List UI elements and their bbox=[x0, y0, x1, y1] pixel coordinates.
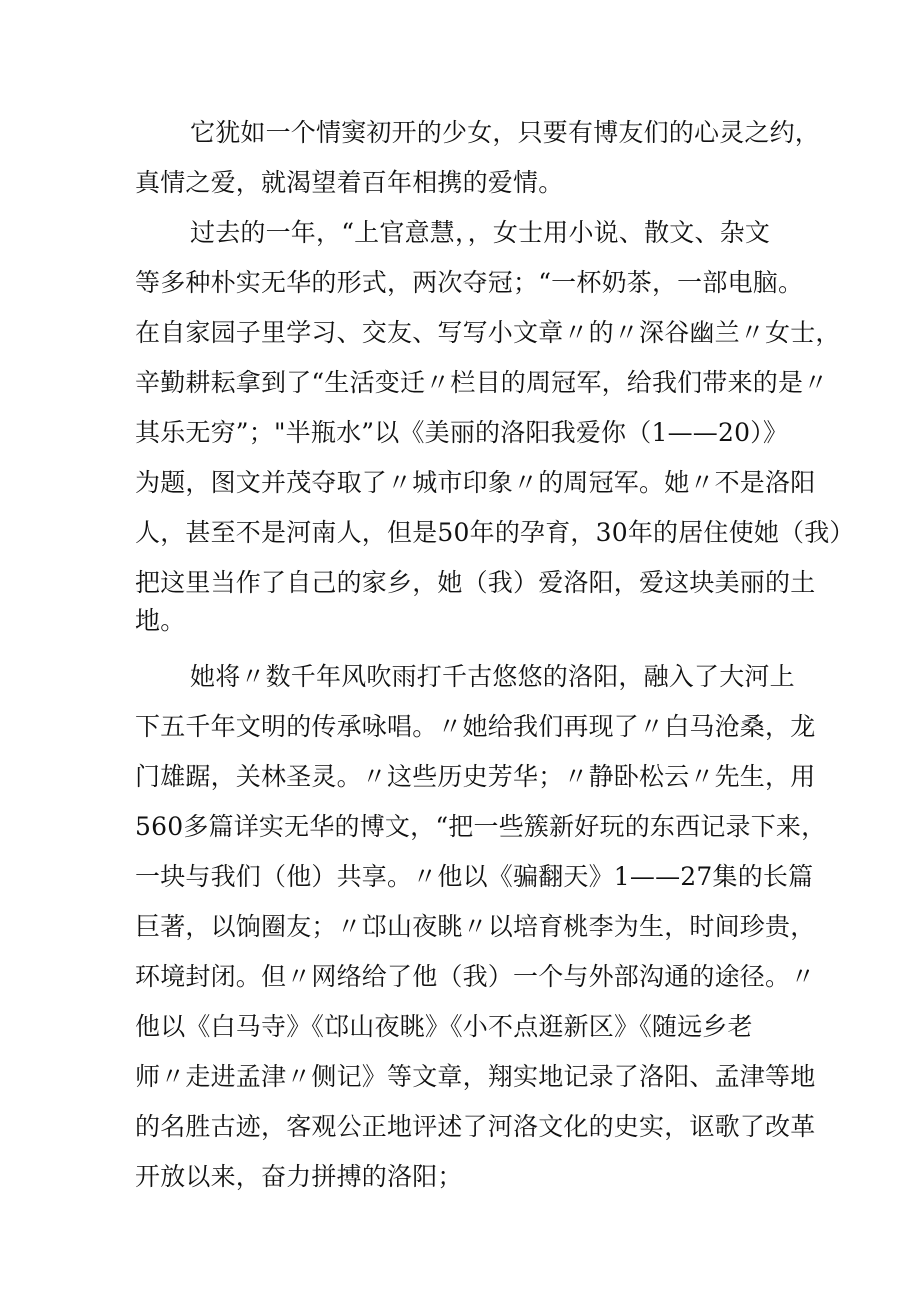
text-line: 他以《白马寺》《邙山夜眺》《小不点逛新区》《随远乡老 bbox=[135, 1012, 753, 1041]
text-line: 人，甚至不是河南人，但是50年的孕育，30年的居住使她（我） bbox=[135, 518, 855, 547]
text-line: 560多篇详实无华的博文，“把一些簇新好玩的东西记录下来， bbox=[135, 812, 827, 841]
text-line: 下五千年文明的传承咏唱。〃她给我们再现了〃白马沧桑，龙 bbox=[135, 712, 816, 741]
text-line: 在自家园子里学习、交友、写写小文章〃的〃深谷幽兰〃女士， bbox=[135, 318, 841, 347]
text-line: 把这里当作了自己的家乡，她（我）爱洛阳，爱这块美丽的土 bbox=[135, 568, 816, 597]
text-line: 地。 bbox=[135, 606, 186, 635]
text-line: 环境封闭。但〃网络给了他（我）一个与外部沟通的途径。〃 bbox=[135, 962, 816, 991]
text-line: 它犹如一个情窦初开的少女，只要有博友们的心灵之约， bbox=[190, 118, 821, 147]
text-line: 师〃走进孟津〃侧记》等文章，翔实地记录了洛阳、孟津等地 bbox=[135, 1062, 816, 1091]
text-line: 过去的一年，“上官意慧，，女士用小说、散文、杂文 bbox=[190, 218, 771, 247]
text-line: 的名胜古迹，客观公正地评述了河洛文化的史实，讴歌了改革 bbox=[135, 1112, 816, 1141]
text-line: 一块与我们（他）共享。〃他以《骗翻天》1——27集的长篇 bbox=[135, 862, 814, 891]
text-line: 为题，图文并茂夺取了〃城市印象〃的周冠军。她〃不是洛阳 bbox=[135, 468, 816, 497]
text-line: 其乐无穷”；"半瓶水”以《美丽的洛阳我爱你（1——20）》 bbox=[135, 418, 789, 447]
text-line: 等多种朴实无华的形式，两次夺冠；“一杯奶茶，一部电脑。 bbox=[135, 268, 804, 297]
text-line: 真情之爱，就渴望着百年相携的爱情。 bbox=[135, 168, 564, 197]
text-line: 巨著，以饷圈友；〃邙山夜眺〃以培育桃李为生，时间珍贵， bbox=[135, 912, 816, 941]
text-line: 门雄踞，关林圣灵。〃这些历史芳华；〃静卧松云〃先生，用 bbox=[135, 762, 816, 791]
text-line: 她将〃数千年风吹雨打千古悠悠的洛阳，融入了大河上 bbox=[190, 662, 795, 691]
text-line: 辛勤耕耘拿到了“生活变迁〃栏目的周冠军，给我们带来的是〃 bbox=[135, 368, 829, 397]
text-line: 开放以来，奋力拼搏的洛阳； bbox=[135, 1162, 463, 1191]
